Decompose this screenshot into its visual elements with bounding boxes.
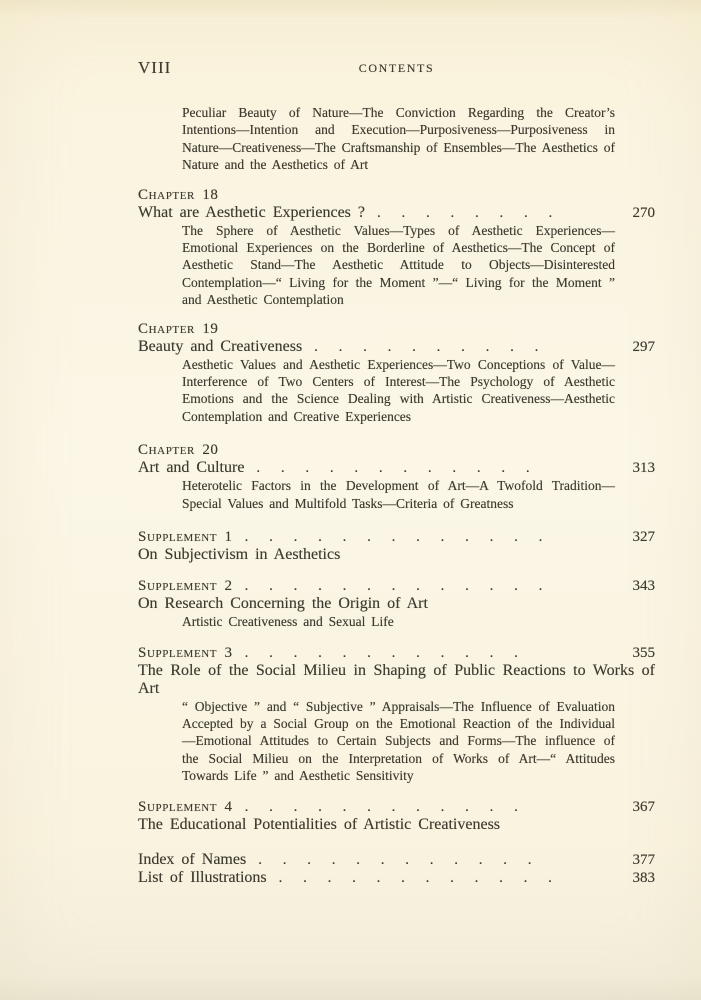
chapter-title: What are Aesthetic Experiences ?: [138, 203, 365, 221]
back-matter-title: Index of Names: [138, 850, 247, 868]
dot-leader: . . . . . . . . . . . . .: [244, 578, 543, 595]
dot-leader: . . . . . . . . . . . .: [256, 460, 530, 477]
page-number: 355: [632, 644, 655, 661]
toc-entry-supplement-3: [138, 645, 655, 785]
toc-title-row: [138, 799, 655, 816]
dot-leader: . . . . . . . . . .: [314, 338, 539, 355]
supplement-title: The Educational Potentialities of Artistic Creativeness: [138, 815, 501, 833]
chapter-heading: Chapter 20: [138, 442, 219, 459]
toc-title-row: [138, 204, 655, 222]
toc-entry-supplement-4: [138, 799, 655, 834]
supplement-summary: “ Objective ” and “ Subjective ” Appraisals—The Influence of Evaluation Accepted by a Social Group on the Emotional Reaction of the Individual—Emotional Attitudes to Certain Subjects and Forms—The influence of the Social Milieu on the Interpretation of Works of Art—“ Attitudes Towards Life ” and Aesthetic Sensitivity: [182, 698, 615, 784]
page-number: 377: [632, 851, 655, 868]
supplement-heading: Supplement 2: [138, 578, 233, 595]
dot-leader: . . . . . . . . . . . .: [278, 869, 552, 886]
toc-entry-supplement-1: [138, 529, 655, 564]
dot-leader: . . . . . . . . . . . . .: [244, 529, 543, 546]
chapter-summary: Heterotelic Factors in the Development of Art—A Twofold Tradition—Special Values and Multifold Tasks—Criteria of Greatness: [182, 478, 615, 511]
toc-title-row: [138, 529, 655, 546]
page-number: 270: [632, 204, 655, 221]
page-number: 297: [632, 338, 655, 355]
page-number: 327: [632, 529, 655, 546]
toc-title-row: [138, 338, 655, 356]
dot-leader: . . . . . . . . . . . .: [244, 644, 518, 661]
toc-title-row: [138, 578, 655, 595]
toc-title-row: [138, 459, 655, 477]
dot-leader: . . . . . . . . . . . .: [244, 798, 518, 815]
toc-title-row: [138, 851, 655, 869]
back-matter-title: List of Illustrations: [138, 868, 267, 886]
page-number: 313: [632, 460, 655, 477]
dot-leader: . . . . . . . .: [377, 204, 553, 221]
toc-entry-chapter-18: [138, 187, 655, 309]
toc-title-row: [138, 645, 655, 662]
page-number: 343: [632, 578, 655, 595]
continuation-paragraph: Peculiar Beauty of Nature—The Conviction Regarding the Creator’s Intentions—Intention and Execution—Purposiveness—Purposiveness in Nature—Creativeness—The Craftsmanship of Ensembles—The Aesthetics of Nature and the Aesthetics of Art: [182, 105, 615, 173]
folio-number: VIII: [138, 58, 172, 77]
supplement-heading: Supplement 4: [138, 798, 233, 815]
dot-leader: . . . . . . . . . . . .: [258, 851, 532, 868]
toc-entry-supplement-2: [138, 578, 655, 630]
toc-entry-chapter-20: [138, 442, 655, 512]
supplement-title: On Research Concerning the Origin of Art: [138, 595, 428, 613]
chapter-title: Art and Culture: [138, 459, 245, 477]
chapter-heading: Chapter 18: [138, 186, 219, 203]
toc-back-matter: [138, 851, 655, 887]
toc-entry-chapter-19: [138, 321, 655, 426]
page-header: [138, 58, 655, 80]
supplement-title: The Role of the Social Milieu in Shaping of Public Reactions to Works of Art: [138, 661, 655, 697]
page-number: 383: [632, 869, 655, 886]
chapter-title: Beauty and Creativeness: [138, 337, 303, 355]
chapter-summary: Aesthetic Values and Aesthetic Experiences—Two Conceptions of Value—Interference of Two Centers of Interest—The Psychology of Aesthetic Emotions and the Science Dealing with Artistic Creativeness—Aesthetic Contemplation and Creative Experiences: [182, 356, 615, 424]
chapter-heading: Chapter 19: [138, 320, 219, 337]
toc-title-row: [138, 869, 655, 887]
supplement-summary: Artistic Creativeness and Sexual Life: [182, 614, 394, 630]
supplement-heading: Supplement 1: [138, 529, 233, 546]
supplement-title: On Subjectivism in Aesthetics: [138, 546, 341, 564]
chapter-summary: The Sphere of Aesthetic Values—Types of Aesthetic Experiences—Emotional Experiences on the Borderline of Aesthetics—The Concept of Aesthetic Stand—The Aesthetic Attitude to Objects—Disinterested Contemplation—“ Living for the Moment ”—“ Living for the Moment ” and Aesthetic Contemplation: [182, 222, 615, 308]
supplement-heading: Supplement 3: [138, 644, 233, 661]
page-number: 367: [632, 798, 655, 815]
running-title: CONTENTS: [358, 61, 435, 75]
